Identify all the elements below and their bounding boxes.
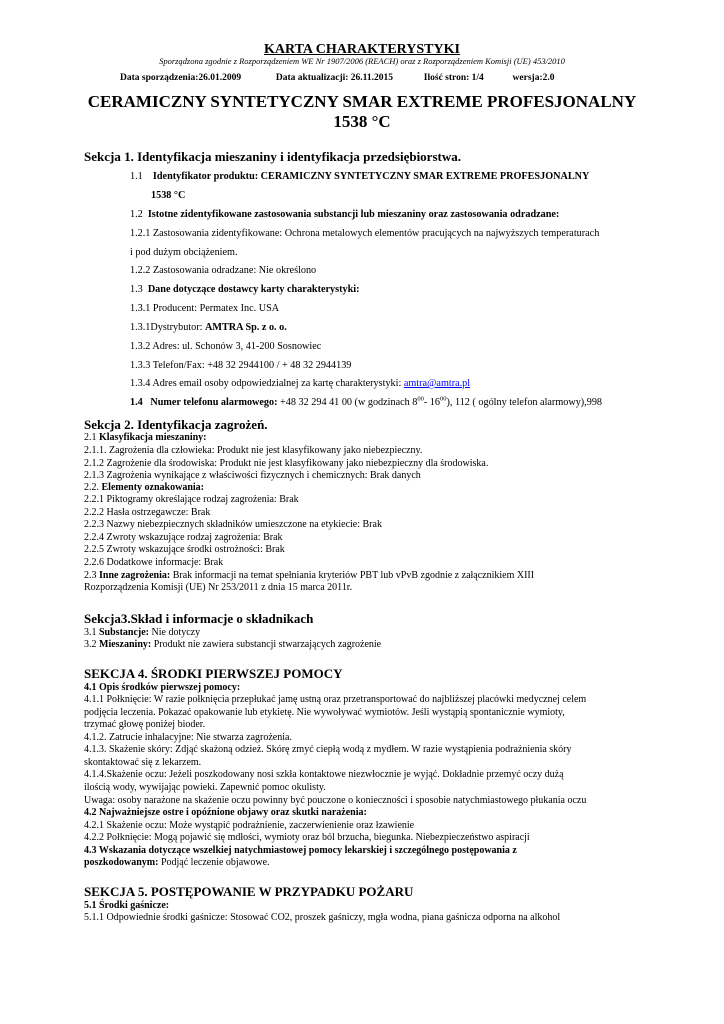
item-label: Numer telefonu alarmowego: [150,397,278,408]
item-4-1-4b: ilością wody, wywijając powieki. Zapewnić pomoc okulisty. [84,782,326,793]
item-label: Istotne zidentyfikowane zastosowania substancji lub mieszaniny oraz zastosowania odradzane: [147,209,560,220]
item-number: 3.1 [84,627,99,638]
section-1-heading: Sekcja 1. Identyfikacja mieszaniny i identyfikacja przedsiębiorstwa. [84,149,461,164]
item-text: Nie dotyczy [149,627,201,638]
alarm-text-3: ), 112 ( ogólny telefon alarmowy),998 [446,397,603,408]
email-label: 1.3.4 Adres email osoby odpowiedzialnej za kartę charakterystyki: [130,378,404,389]
item-label: Elementy oznakowania: [101,482,204,493]
item-text: Brak informacji na temat spełniania kryteriów PBT lub vPvB zgodnie z załącznikiem XIII [170,570,535,581]
item-2-2-1: 2.2.1 Piktogramy określające rodzaj zagrożenia: Brak [84,494,299,505]
item-label: Identyfikator produktu: CERAMICZNY SYNTETYCZNY SMAR EXTREME PROFESJONALNY [152,171,590,182]
item-2-2-4: 2.2.4 Zwroty wskazujące rodzaj zagrożenia: Brak [84,532,283,543]
item-4-2-1: 4.2.1 Skażenie oczu: Może wystąpić podrażnienie, zaczerwienienie oraz łzawienie [84,820,415,831]
item-1-4 [130,397,602,408]
item-5-1: 5.1 Środki gaśnicze: [84,900,170,911]
item-2-1 [84,432,207,444]
item-1-1 [130,171,589,182]
alarm-sup-1: 00 [417,395,424,403]
alarm-text-2: - 16 [423,397,440,408]
date-updated: Data aktualizacji: 26.11.2015 [275,73,394,83]
document-title: KARTA CHARAKTERYSTYKI [264,42,460,57]
distributor-label: 1.3.1Dystrybutor: [130,322,205,333]
item-1-2-1-cont: i pod dużym obciążeniem. [130,247,238,258]
item-1-3-1-distributor [130,322,287,333]
item-2-3 [84,570,534,582]
item-1-1-cont: 1538 °C [151,190,186,201]
date-created: Data sporządzenia:26.01.2009 [120,73,242,83]
item-4-1-2: 4.1.2. Zatrucie inhalacyjne: Nie stwarza zagrożenia. [84,732,292,743]
item-label: poszkodowanym: [84,857,159,868]
item-number: 2.1 [84,432,99,443]
item-number: 1.2 [130,209,143,220]
item-1-3 [130,284,359,295]
section-2-heading: Sekcja 2. Identyfikacja zagrożeń. [84,417,268,432]
item-label: Substancje: [99,627,150,638]
item-label: Klasyfikacja mieszaniny: [99,432,207,443]
item-number: 1.3 [130,284,143,295]
item-4-uwaga: Uwaga: osoby narażone na skażenie oczu powinny być pouczone o konieczności i sposobie natychmiastowego płukania oczu [84,795,587,806]
item-1-2-1: 1.2.1 Zastosowania zidentyfikowane: Ochrona metalowych elementów pracujących na najwyższych temperaturach [130,228,600,239]
item-number: 1.4 [130,397,143,408]
item-4-2-2: 4.2.2 Połknięcie: Mogą pojawić się mdłości, wymioty oraz ból brzucha, biegunka. Niebezpieczeństwo aspiracji [84,832,530,843]
section-3-heading: Sekcja3.Skład i informacje o składnikach [84,611,314,626]
section-4-heading: SEKCJA 4. ŚRODKI PIERWSZEJ POMOCY [84,666,343,681]
item-1-2 [130,209,559,220]
item-4-3b [84,857,270,869]
product-name-line1: CERAMICZNY SYNTETYCZNY SMAR EXTREME PROFESJONALNY [87,92,637,111]
item-4-1: 4.1 Opis środków pierwszej pomocy: [84,682,241,693]
alarm-sup-2: 00 [440,395,447,403]
item-5-1-1: 5.1.1 Odpowiednie środki gaśnicze: Stosować CO2, proszek gaśniczy, mgła wodna, piana gaśnicza odporna na alkohol [84,912,561,923]
item-2-2-2: 2.2.2 Hasła ostrzegawcze: Brak [84,507,211,518]
email-link[interactable]: amtra@amtra.pl [403,378,471,389]
item-4-1-1b: podjęcia leczenia. Pokazać opakowanie lub etykietę. Nie wywoływać wymiotów. Jeśli wystąpią spontanicznie wymioty, [84,707,565,718]
section-5-heading: SEKCJA 5. POSTĘPOWANIE W PRZYPADKU POŻARU [84,884,414,899]
item-4-1-4a: 4.1.4.Skażenie oczu: Jeżeli poszkodowany nosi szkła kontaktowe niezwłocznie je wyjąć. Dokładnie przemyć oczy dużą [84,769,564,780]
item-label: Inne zagrożenia: [99,570,171,581]
item-2-3-cont: Rozporządzenia Komisji (UE) Nr 253/2011 z dnia 15 marca 2011r. [84,582,353,593]
item-text: Podjąć leczenie objawowe. [158,857,270,868]
alarm-text-1: +48 32 294 41 00 (w godzinach 8 [277,397,418,408]
item-2-1-2: 2.1.2 Zagrożenie dla środowiska: Produkt nie jest klasyfikowany jako niebezpieczny dla środowiska. [84,458,489,469]
item-number: 1.1 [130,171,143,182]
item-3-1 [84,627,200,639]
item-label: Mieszaniny: [99,639,152,650]
item-3-2 [84,639,381,651]
item-2-1-1: 2.1.1. Zagrożenia dla człowieka: Produkt nie jest klasyfikowany jako niebezpieczny. [84,445,423,456]
item-label: Dane dotyczące dostawcy karty charakterystyki: [147,284,360,295]
regulation-subtitle: Sporządzona zgodnie z Rozporządzeniem WE Nr 1907/2006 (REACH) oraz z Rozporządzeniem Komisji (UE) 453/2010 [159,56,565,66]
item-2-1-3: 2.1.3 Zagrożenia wynikające z właściwości fizycznych i chemicznych: Brak danych [84,470,421,481]
item-2-2-3: 2.2.3 Nazwy niebezpiecznych składników umieszczone na etykiecie: Brak [84,519,382,530]
item-2-2-5: 2.2.5 Zwroty wskazujące środki ostrożności: Brak [84,544,285,555]
item-4-1-3b: skontaktować się z lekarzem. [84,757,202,768]
item-number: 2.2. [84,482,102,493]
item-1-2-2: 1.2.2 Zastosowania odradzane: Nie określono [130,265,317,276]
version: wersja:2.0 [512,73,555,83]
item-text: Produkt nie zawiera substancji stwarzających zagrożenie [151,639,382,650]
item-4-2: 4.2 Najważniejsze ostre i opóźnione objawy oraz skutki narażenia: [84,807,367,818]
page-count: Ilość stron: 1/4 [423,73,484,83]
meta-line [120,73,555,83]
item-number: 2.3 [84,570,99,581]
item-4-1-3a: 4.1.3. Skażenie skóry: Zdjąć skażoną odzież. Skórę zmyć ciepłą wodą z mydłem. W razie wystąpienia podrażnienia skóry [84,744,572,755]
item-number: 3.2 [84,639,99,650]
item-1-3-4 [130,378,470,389]
item-1-3-1: 1.3.1 Producent: Permatex Inc. USA [130,303,280,314]
item-4-1-1c: trzymać głowę poniżej bioder. [84,719,206,730]
item-4-1-1a: 4.1.1 Połknięcie: W razie połknięcia przepłukać jamę ustną oraz przetransportować do najbliższej placówki medycznej celem [84,694,587,705]
item-1-3-2: 1.3.2 Adres: ul. Schonów 3, 41-200 Sosnowiec [130,341,322,352]
item-2-2-6: 2.2.6 Dodatkowe informacje: Brak [84,557,224,568]
distributor-name: AMTRA Sp. z o. o. [205,322,287,333]
item-4-3a: 4.3 Wskazania dotyczące wszelkiej natychmiastowej pomocy lekarskiej i szczególnego postępowania z [84,845,517,856]
item-2-2 [84,482,204,494]
product-name-line2: 1538 °C [333,112,391,131]
product-name [0,92,724,132]
item-1-3-3: 1.3.3 Telefon/Fax: +48 32 2944100 / + 48 32 2944139 [130,360,352,371]
